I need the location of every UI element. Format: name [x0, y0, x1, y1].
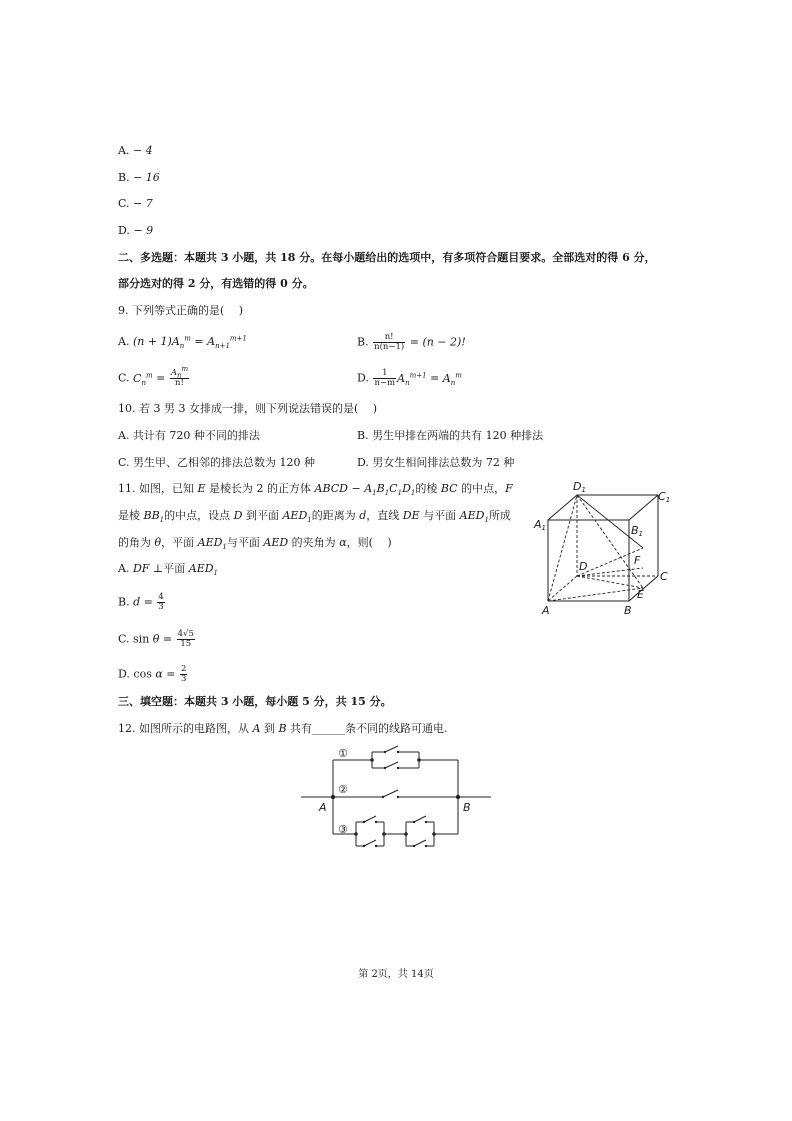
label-D: D [579, 560, 588, 573]
label-A1: A1 [534, 518, 546, 532]
page-footer: 第 2页，共 14页 [358, 969, 434, 980]
q8-option-d: D. − 9 [118, 224, 154, 237]
label-E: E [637, 588, 644, 601]
q10-option-a: A. 共计有 720 种不同的排法 [118, 429, 260, 442]
q11-stem-line3: 的角为 θ，平面 $AED_1$与平面 AED 的夹角为 α，则( ) [118, 536, 392, 552]
q9-option-a: A. $(n + 1)A_n^m = A_{n+1}^{m+1}$ [118, 334, 247, 351]
q8-option-c: C. − 7 [118, 197, 153, 210]
branch-2-label: ② [338, 783, 348, 796]
label-B: B [624, 604, 632, 617]
label-A: A [542, 604, 550, 617]
node-A-label: A [319, 801, 327, 814]
branch-1-label: ① [338, 747, 348, 760]
section2-heading-line1: 二、多选题：本题共 3 小题，共 18 分。在每小题给出的选项中，有多项符合题目要求。全部选对的得 6 分， [118, 251, 656, 264]
label-D1: D1 [573, 480, 586, 494]
label-C: C [660, 570, 668, 583]
section3-heading: 三、填空题：本题共 3 小题，每小题 5 分，共 15 分。 [118, 695, 392, 708]
q11-option-d: D. cos α = $\frac{2}{3}$ [118, 664, 187, 684]
label-C1: C1 [658, 490, 671, 504]
q8-option-a: A. − 4 [118, 144, 153, 157]
q11-option-b: B. d = $\frac{4}{3}$ [118, 592, 164, 612]
answer-blank[interactable]: ______ [312, 722, 346, 735]
q8-option-b: B. − 16 [118, 171, 160, 184]
cube-figure [530, 478, 680, 620]
q11-option-c: C. sin θ = $\frac{4√5}{15}$ [118, 629, 194, 649]
q11-option-a: A. DF ⊥平面 $AED_1$ [118, 562, 219, 578]
q9-option-d: D. $\frac{1}{n-m}$ $A_n^{m+1} = A_n^m$ [357, 368, 462, 388]
label-F: F [634, 554, 641, 567]
branch-3-label: ③ [338, 823, 348, 836]
q11-stem-line2: 是棱 $BB_1$的中点，设点 D 到平面 $AED_1$的距离为 d，直线 DE 与平面 $AED_1$所成 [118, 509, 511, 525]
q11-stem-line1: 11. 如图，已知 E 是棱长为 2 的正方体 ABCD − $A_1B_1C_1D_1$的棱 BC 的中点，F [118, 482, 513, 498]
q10-option-d: D. 男女生相间排法总数为 72 种 [357, 456, 515, 469]
node-B-label: B [463, 801, 471, 814]
q10-stem: 10. 若 3 男 3 女排成一排，则下列说法错误的是( ) [118, 402, 378, 415]
q9-option-c: C. $C_n^m$ = $\frac{A_n^m}{n!}$ [118, 365, 189, 388]
q10-option-b: B. 男生甲排在两端的共有 120 种排法 [357, 429, 544, 442]
q9-stem: 9. 下列等式正确的是( ) [118, 304, 244, 317]
section2-heading-line2: 部分选对的得 2 分，有选错的得 0 分。 [118, 277, 314, 290]
label-B1: B1 [631, 524, 644, 538]
q9-option-b: B. $\frac{n!}{n(n-1)}$ = (n − 2)! [357, 332, 466, 352]
q10-option-c: C. 男生甲、乙相邻的排法总数为 120 种 [118, 456, 316, 469]
q12-stem: 12. 如图所示的电路图，从 A 到 B 共有______条不同的线路可通电. [118, 722, 448, 735]
circuit-diagram [298, 742, 498, 862]
